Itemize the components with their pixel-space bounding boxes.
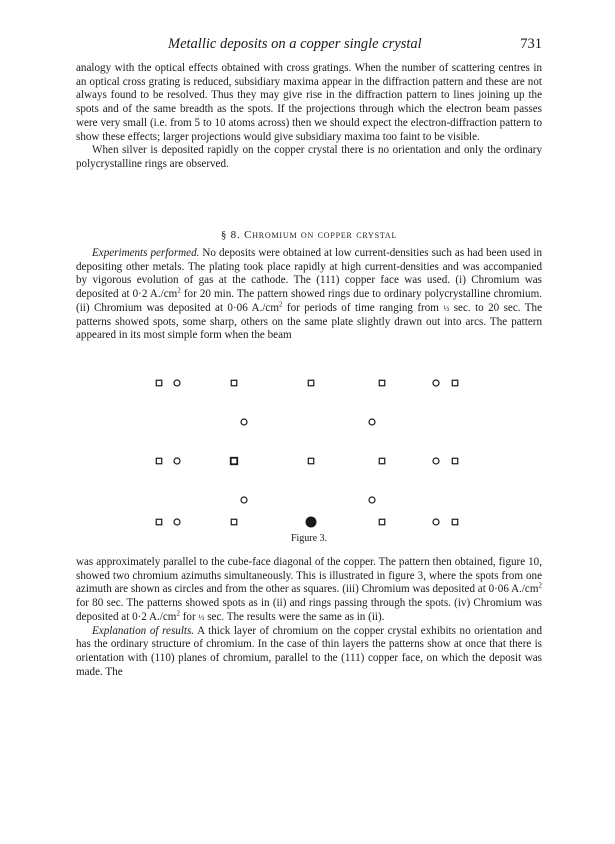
circle-spot [174, 519, 180, 525]
square-spot [452, 380, 458, 386]
square-spot [379, 380, 385, 386]
square-spot [156, 380, 162, 386]
circle-spot [174, 458, 180, 464]
running-title: Metallic deposits on a copper single crystal [168, 36, 422, 52]
explanation-paragraph [76, 625, 542, 680]
text-run: for [179, 610, 199, 623]
circle-spot [369, 419, 375, 425]
square-spot [379, 458, 385, 464]
experiments-lead: Experiments performed. [92, 247, 200, 259]
circle-spot [433, 519, 439, 525]
superscript: 2 [538, 581, 542, 590]
figure-3 [76, 370, 542, 550]
superscript: 2 [278, 300, 283, 309]
central-spot [306, 517, 317, 528]
square-spot [452, 519, 458, 525]
text-run: for periods of time ranging from [282, 301, 444, 314]
after-figure-paragraph [76, 556, 542, 625]
square-spot [308, 380, 314, 386]
text-run: for 20 min. The pattern showed rings due to ordinary polycrystalline chromium. (ii) Chromium was deposited at 0·06 A./cm [76, 288, 542, 314]
fraction: ½ [198, 612, 205, 622]
fraction: ½ [443, 303, 450, 313]
paragraph: analogy with the optical effects obtained with cross gratings. When the number of scattering centres in an optical cross grating is reduced, subsidiary maxima appear in the diffraction pattern and these are not always found to be resolved. Thus they may give rise in the diffraction pattern to lines joining up the spots and of the same breadth as the spots. If the projections through which the electron beam passes were very small (i.e. from 5 to 10 atoms across) then we should expect the electron-diffraction pattern to show these effects; larger projections would give subsidiary maxima too faint to be visible. [76, 62, 542, 143]
square-spot [379, 519, 385, 525]
square-spot [156, 519, 162, 525]
after-figure-block [76, 556, 542, 679]
section-title: Chromium on copper crystal [244, 229, 398, 241]
diffraction-pattern-diagram [76, 370, 542, 530]
text-run: No deposits were obtained at low current-densities such as had been used in depositing other metals. The plating took place rapidly at high current-densities and was accompanied by vigorous evolution of gas at the cathode. The (111) copper face was used. (i) Chromium was deposited at 0·2 A./cm [76, 247, 542, 301]
square-spot [308, 458, 314, 464]
section-heading [76, 229, 542, 241]
superscript: 2 [176, 609, 180, 618]
top-text-block [76, 62, 542, 172]
page-header [72, 36, 542, 54]
explanation-lead: Explanation of results. [92, 624, 195, 637]
square-spot [231, 519, 237, 525]
figure-caption: Figure 3. [290, 533, 328, 544]
paragraph: When silver is deposited rapidly on the copper crystal there is no orientation and only the ordinary polycrystalline rings are observed. [76, 144, 542, 170]
circle-spot [174, 380, 180, 386]
circle-spot [241, 497, 247, 503]
text-run: for 80 sec. The patterns showed spots as in (ii) and rings passing through the spots. (iv) Chromium was deposited at 0·2 A./cm [76, 597, 542, 623]
square-spot [156, 458, 162, 464]
page-number: 731 [520, 36, 542, 52]
square-spot [231, 458, 238, 465]
text-run: sec. to 20 sec. The patterns showed spots, some sharp, others on the same plate slightly drawn out into arcs. The pattern appeared in its most simple form when the beam [76, 301, 543, 342]
experiments-block [76, 247, 542, 343]
square-spot [452, 458, 458, 464]
text-run: sec. The results were the same as in (ii). [204, 610, 385, 623]
circle-spot [241, 419, 247, 425]
text-run: A thick layer of chromium on the copper crystal exhibits no orientation and has the ordinary structure of chromium. In the case of thin layers the patterns show at once that there is orientation with (110) planes of chromium, parallel to the (111) copper face, on which the deposit was made. The [76, 624, 542, 678]
section-number: § 8. [220, 229, 241, 241]
text-run: was approximately parallel to the cube-face diagonal of the copper. The pattern then obtained, figure 10, showed two chromium azimuths simultaneously. This is illustrated in figure 3, where the spots from one azimuth are shown as circles and from the other as squares. (iii) Chromium was deposited at 0·06 A./cm [76, 556, 542, 596]
experiments-paragraph [76, 247, 542, 343]
square-spot [231, 380, 237, 386]
superscript: 2 [177, 286, 181, 295]
circle-spot [433, 458, 439, 464]
circle-spot [369, 497, 375, 503]
circle-spot [433, 380, 439, 386]
